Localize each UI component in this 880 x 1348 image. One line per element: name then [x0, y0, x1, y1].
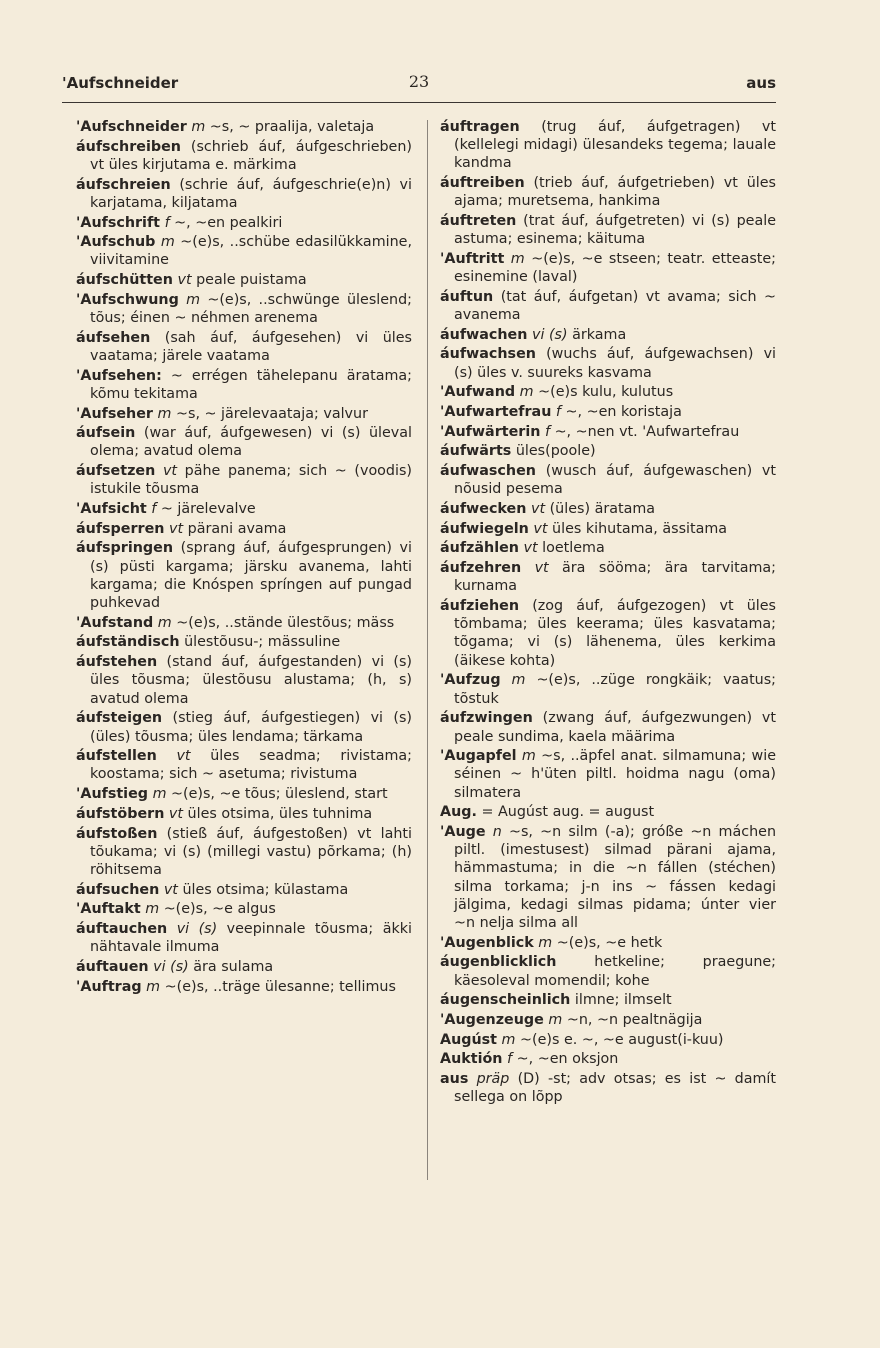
- entry-grammar: vt: [169, 520, 184, 537]
- entry-definition: (stieg áuf, áufgestiegen) vi (s) (üles) tõusma; üles lendama; tärkama: [90, 710, 412, 745]
- entry-grammar: m: [186, 291, 201, 308]
- dictionary-entry: [76, 978, 412, 996]
- entry-definition: (trat áuf, áufgetreten) vi (s) peale astuma; esinema; käituma: [454, 213, 776, 248]
- entry-grammar: vt: [533, 520, 548, 537]
- entry-headword: 'Auge: [440, 824, 486, 841]
- entry-headword: áugenblicklich: [440, 954, 557, 971]
- entry-definition: ~(e)s, ..schübe edasilükkamine, viivitamine: [90, 234, 412, 269]
- entry-headword: áufwecken: [440, 501, 527, 518]
- entry-headword: áuftauchen: [76, 921, 168, 938]
- dictionary-entry: [440, 403, 776, 421]
- dictionary-entry: [76, 825, 412, 880]
- entry-definition: üles otsima; külastama: [182, 881, 349, 898]
- entry-headword: áuftreten: [440, 213, 517, 230]
- entry-grammar: vt: [523, 540, 538, 557]
- entry-headword: áuftun: [440, 288, 494, 305]
- entry-headword: áufsehen: [76, 329, 151, 346]
- entry-grammar: m: [160, 234, 175, 251]
- entry-headword: áugenscheinlich: [440, 992, 571, 1009]
- entry-definition: (wusch áuf, áufgewaschen) vt nõusid pesema: [454, 463, 777, 498]
- entry-definition: (schrieb áuf, áufgeschrieben) vt üles kirjutama e. märkima: [90, 138, 412, 173]
- entry-definition: (trug áuf, áufgetragen) vt (kellelegi midagi) ülesandeks tegema; lauale kandma: [454, 119, 777, 172]
- entry-grammar: f: [164, 214, 170, 231]
- entry-headword: áuftauen: [76, 958, 149, 975]
- dictionary-entry: [76, 138, 412, 174]
- entry-definition: (sprang áuf, áufgesprungen) vi (s) püsti kargama; järsku avanema, lahti kargama; die Knóspen spríngen auf pungad puhkevad: [90, 540, 412, 612]
- entry-grammar: vt: [534, 560, 549, 577]
- entry-grammar: m: [501, 1031, 516, 1048]
- entry-headword: 'Aufsehen:: [76, 367, 162, 384]
- entry-headword: áufwärts: [440, 443, 512, 460]
- dictionary-entry: [440, 597, 776, 670]
- entry-definition: ~(e)s, ..schwünge üleslend; tõus; éinen ~ néhmen arenema: [90, 291, 412, 327]
- entry-definition: üles otsima, üles tuhnima: [187, 805, 373, 822]
- entry-definition: ~s, ..äpfel anat. silmamuna; wie séinen ~ h'üten piltl. hoidma nagu (oma) silmatera: [454, 748, 777, 801]
- entry-headword: áufzählen: [440, 540, 519, 557]
- entry-definition: ilmne; ilmselt: [574, 992, 672, 1009]
- entry-grammar: f: [555, 404, 561, 421]
- dictionary-entry: [76, 500, 412, 518]
- dictionary-entry: [76, 633, 412, 651]
- entry-definition: ~(e)s, ~e stseen; teatr. etteaste; esinemine (laval): [454, 250, 776, 286]
- dictionary-entry: [76, 653, 412, 708]
- entry-headword: áufsteigen: [76, 710, 163, 727]
- dictionary-entry: [440, 1031, 776, 1049]
- entry-headword: 'Augenblick: [440, 934, 534, 951]
- header-rule: [62, 102, 776, 103]
- entry-grammar: m: [145, 901, 160, 918]
- dictionary-entry: [76, 539, 412, 612]
- entry-headword: áufschreien: [76, 176, 171, 193]
- entry-definition: ~(e)s, ~e hetk: [556, 934, 663, 951]
- entry-definition: üles seadma; rivistama; koostama; sich ~ asetuma; rivistuma: [90, 748, 412, 783]
- entry-headword: áufstöbern: [76, 805, 165, 822]
- entry-definition: pärani avama: [187, 520, 287, 537]
- dictionary-entry: [440, 174, 776, 210]
- dictionary-entry: [440, 442, 776, 460]
- entry-definition: ~s, ~ järelevaataja; valvur: [176, 405, 368, 422]
- entry-grammar: m: [510, 250, 525, 267]
- entry-definition: üles(poole): [515, 443, 596, 460]
- dictionary-entry: [440, 1050, 776, 1068]
- entry-definition: = Augúst aug. = august: [481, 804, 655, 821]
- entry-headword: 'Aufseher: [76, 405, 153, 422]
- entry-headword: 'Aufstand: [76, 614, 154, 631]
- entry-definition: (schrie áuf, áufgeschrie(e)n) vi karjatama, kiljatama: [90, 176, 412, 211]
- entry-headword: 'Auftrag: [76, 978, 142, 995]
- dictionary-entry: [76, 881, 412, 899]
- dictionary-entry: [440, 423, 776, 441]
- entry-definition: ~ järelevalve: [160, 501, 256, 518]
- entry-definition: (wuchs áuf, áufgewachsen) vi (s) üles v. suureks kasvama: [454, 346, 777, 381]
- entry-definition: ~, ~en pealkiri: [174, 214, 283, 231]
- entry-definition: (war áuf, áufgewesen) vi (s) üleval olema; avatud olema: [90, 425, 412, 460]
- dictionary-entry: [76, 920, 412, 956]
- entry-grammar: f: [507, 1051, 513, 1068]
- dictionary-entry: [440, 747, 776, 802]
- entry-grammar: vt: [162, 463, 178, 480]
- dictionary-entry: [440, 823, 776, 932]
- entry-headword: 'Aufschub: [76, 234, 156, 251]
- entry-headword: 'Aufstieg: [76, 786, 149, 803]
- header-last-entry: aus: [746, 74, 776, 92]
- entry-grammar: f: [544, 423, 551, 440]
- entry-headword: áufzehren: [440, 560, 522, 577]
- dictionary-entry: [440, 212, 776, 248]
- dictionary-entry: [76, 805, 412, 823]
- entry-headword: 'Auftakt: [76, 901, 141, 918]
- header-first-entry: 'Aufschneider: [62, 74, 179, 92]
- dictionary-entry: [76, 462, 412, 498]
- entry-headword: áufspringen: [76, 540, 174, 557]
- entry-definition: hetkeline; praegune; käesoleval momendil; kohe: [454, 954, 777, 989]
- entry-grammar: f: [151, 501, 157, 518]
- entry-grammar: vt: [530, 501, 546, 518]
- dictionary-entry: [76, 233, 412, 269]
- entry-definition: ~s, ~n silm (-a); gróße ~n máchen piltl. (imestusest) silmad pärani ajama, hämmastuma; in die ~n fállen (stéchen) silma torkama; j-n ins ~ fássen kedagi jälgima, kedagi silmas pidama; únter vier ~n nelja silma all: [454, 824, 777, 932]
- entry-headword: áufsetzen: [76, 463, 156, 480]
- entry-definition: ~ errégen tähelepanu äratama; kõmu tekitama: [90, 367, 412, 402]
- entry-definition: üles kihutama, ässitama: [552, 520, 728, 537]
- entry-headword: 'Aufwärterin: [440, 423, 541, 440]
- entry-headword: 'Auftritt: [440, 250, 505, 267]
- entry-grammar: vi (s): [176, 921, 218, 938]
- entry-grammar: n: [492, 824, 502, 841]
- entry-headword: 'Augenzeuge: [440, 1012, 544, 1029]
- right-column: [440, 118, 776, 1108]
- entry-headword: áufwachsen: [440, 346, 536, 363]
- dictionary-entry: [76, 367, 412, 403]
- entry-headword: áufsuchen: [76, 881, 160, 898]
- dictionary-entry: [76, 405, 412, 423]
- dictionary-entry: [440, 383, 776, 401]
- entry-definition: ~(e)s kulu, kulutus: [538, 384, 674, 401]
- entry-definition: ülestõusu-; mässuline: [184, 634, 341, 651]
- entry-headword: 'Aufschwung: [76, 291, 179, 308]
- entry-definition: ~, ~en oksjon: [516, 1051, 619, 1068]
- entry-grammar: m: [548, 1012, 563, 1029]
- dictionary-entry: [440, 326, 776, 344]
- entry-headword: 'Aufwand: [440, 384, 516, 401]
- dictionary-entry: [76, 900, 412, 918]
- dictionary-entry: [76, 747, 412, 783]
- dictionary-entry: [76, 176, 412, 212]
- entry-definition: (trieb áuf, áufgetrieben) vt üles ajama; muretsema, hankima: [454, 175, 776, 210]
- dictionary-entry: [440, 709, 776, 745]
- entry-definition: pähe panema; sich ~ (voodis) istukile tõusma: [90, 463, 413, 498]
- entry-headword: 'Augapfel: [440, 748, 517, 765]
- entry-headword: áufwachen: [440, 326, 528, 343]
- entry-definition: (tat áuf, áufgetan) vt avama; sich ~ avanema: [454, 288, 777, 324]
- entry-grammar: m: [157, 405, 172, 422]
- dictionary-entry: [76, 520, 412, 538]
- dictionary-entry: [76, 958, 412, 976]
- dictionary-entry: [76, 271, 412, 289]
- entry-headword: áufstellen: [76, 748, 157, 765]
- entry-headword: 'Aufsicht: [76, 501, 147, 518]
- dictionary-entry: [440, 671, 776, 707]
- entry-headword: áufständisch: [76, 634, 180, 651]
- entry-headword: áufzwingen: [440, 710, 533, 727]
- entry-definition: ära sulama: [193, 958, 274, 975]
- dictionary-entry: [440, 520, 776, 538]
- entry-grammar: vi (s): [531, 326, 568, 343]
- entry-grammar: m: [538, 934, 553, 951]
- dictionary-entry: [440, 250, 776, 286]
- entry-definition: (zwang áuf, áufgezwungen) vt peale sundima, kaela määrima: [454, 710, 776, 745]
- entry-definition: (stieß áuf, áufgestoßen) vt lahti tõukama; vi (s) (millegi vastu) põrkama; (h) röhitsema: [90, 825, 413, 878]
- entry-grammar: vt: [163, 881, 178, 898]
- entry-definition: ~(e)s, ..stände ülestõus; mäss: [176, 614, 395, 631]
- entry-headword: áufstehen: [76, 654, 158, 671]
- entry-headword: 'Aufschneider: [76, 119, 187, 135]
- dictionary-entry: [440, 991, 776, 1009]
- entry-grammar: vi (s): [153, 958, 189, 975]
- entry-definition: veepinnale tõusma; äkki nähtavale ilmuma: [90, 921, 413, 956]
- entry-headword: áufwaschen: [440, 463, 536, 480]
- dictionary-entry: [440, 559, 776, 595]
- entry-definition: peale puistama: [196, 272, 307, 289]
- entry-grammar: m: [191, 119, 206, 135]
- entry-definition: (zog áuf, áufgezogen) vt üles tõmbama; üles keerama; üles kasvatama; tõgama; vi (s) lähenema, üles kerkima (äikese kohta): [454, 598, 776, 669]
- dictionary-entry: [76, 614, 412, 632]
- entry-definition: ~(e)s, ~e tõus; üleslend, start: [171, 786, 388, 803]
- dictionary-entry: [76, 424, 412, 460]
- entry-headword: aus: [440, 1071, 469, 1088]
- entry-definition: ~(e)s e. ~, ~e august(i-kuu): [520, 1031, 724, 1048]
- entry-headword: áuftragen: [440, 119, 520, 135]
- column-divider: [427, 120, 428, 1180]
- entry-grammar: m: [146, 978, 161, 995]
- entry-headword: áufsperren: [76, 520, 165, 537]
- entry-headword: áuftreiben: [440, 175, 525, 192]
- dictionary-entry: [76, 709, 412, 745]
- page-header: [62, 74, 776, 98]
- dictionary-entry: [440, 803, 776, 821]
- entry-definition: ~, ~en koristaja: [565, 404, 682, 421]
- entry-headword: 'Aufschrift: [76, 214, 161, 231]
- dictionary-entry: [440, 1011, 776, 1029]
- entry-definition: (stand áuf, áufgestanden) vi (s) üles tõusma; ülestõusu alustama; (h, s) avatud olema: [90, 654, 412, 707]
- dictionary-entry: [76, 118, 412, 136]
- entry-grammar: präp: [476, 1071, 510, 1088]
- dictionary-entry: [440, 118, 776, 173]
- entry-definition: ~s, ~ praalija, valetaja: [209, 119, 375, 135]
- entry-grammar: m: [152, 786, 167, 803]
- entry-definition: (üles) äratama: [549, 501, 656, 518]
- entry-headword: áufschreiben: [76, 138, 181, 155]
- entry-grammar: m: [511, 672, 526, 689]
- entry-definition: ~(e)s, ..züge rongkäik; vaatus; tõstuk: [454, 672, 777, 707]
- entry-headword: áufsein: [76, 425, 136, 442]
- dictionary-entry: [440, 934, 776, 952]
- entry-definition: ~n, ~n pealtnägija: [566, 1012, 703, 1029]
- entry-definition: loetlema: [542, 540, 605, 557]
- entry-grammar: m: [519, 384, 534, 401]
- entry-headword: Auktión: [440, 1051, 503, 1068]
- entry-headword: Augúst: [440, 1031, 497, 1048]
- dictionary-entry: [440, 462, 776, 498]
- dictionary-entry: [440, 500, 776, 518]
- entry-headword: áufschütten: [76, 272, 173, 289]
- entry-definition: ~(e)s, ..träge ülesanne; tellimus: [164, 978, 396, 995]
- page-number: 23: [408, 72, 430, 91]
- dictionary-entry: [440, 345, 776, 381]
- entry-headword: áufstoßen: [76, 825, 158, 842]
- entry-definition: (sah áuf, áufgesehen) vi üles vaatama; järele vaatama: [90, 329, 412, 364]
- entry-definition: ~, ~nen vt. 'Aufwartefrau: [554, 423, 740, 440]
- dictionary-entry: [440, 539, 776, 557]
- dictionary-entry: [76, 329, 412, 365]
- entry-grammar: vt: [177, 272, 192, 289]
- entry-definition: ära sööma; ära tarvitama; kurnama: [454, 560, 776, 595]
- left-column: [76, 118, 412, 997]
- entry-definition: ~(e)s, ~e algus: [163, 901, 276, 918]
- entry-grammar: vt: [176, 748, 191, 765]
- dictionary-entry: [76, 291, 412, 327]
- entry-definition: (D) -st; adv otsas; es ist ~ damít sellega on lõpp: [454, 1071, 776, 1106]
- dictionary-entry: [440, 1070, 776, 1106]
- entry-headword: 'Aufwartefrau: [440, 404, 552, 421]
- entry-headword: áufwiegeln: [440, 520, 529, 537]
- dictionary-entry: [440, 288, 776, 324]
- entry-definition: ärkama: [572, 326, 627, 343]
- entry-headword: 'Aufzug: [440, 672, 501, 689]
- entry-headword: áufziehen: [440, 598, 520, 615]
- entry-grammar: m: [157, 614, 172, 631]
- dictionary-entry: [76, 785, 412, 803]
- dictionary-entry: [76, 214, 412, 232]
- entry-grammar: vt: [168, 805, 183, 822]
- entry-grammar: m: [521, 748, 536, 765]
- entry-headword: Aug.: [440, 804, 477, 821]
- dictionary-entry: [440, 953, 776, 989]
